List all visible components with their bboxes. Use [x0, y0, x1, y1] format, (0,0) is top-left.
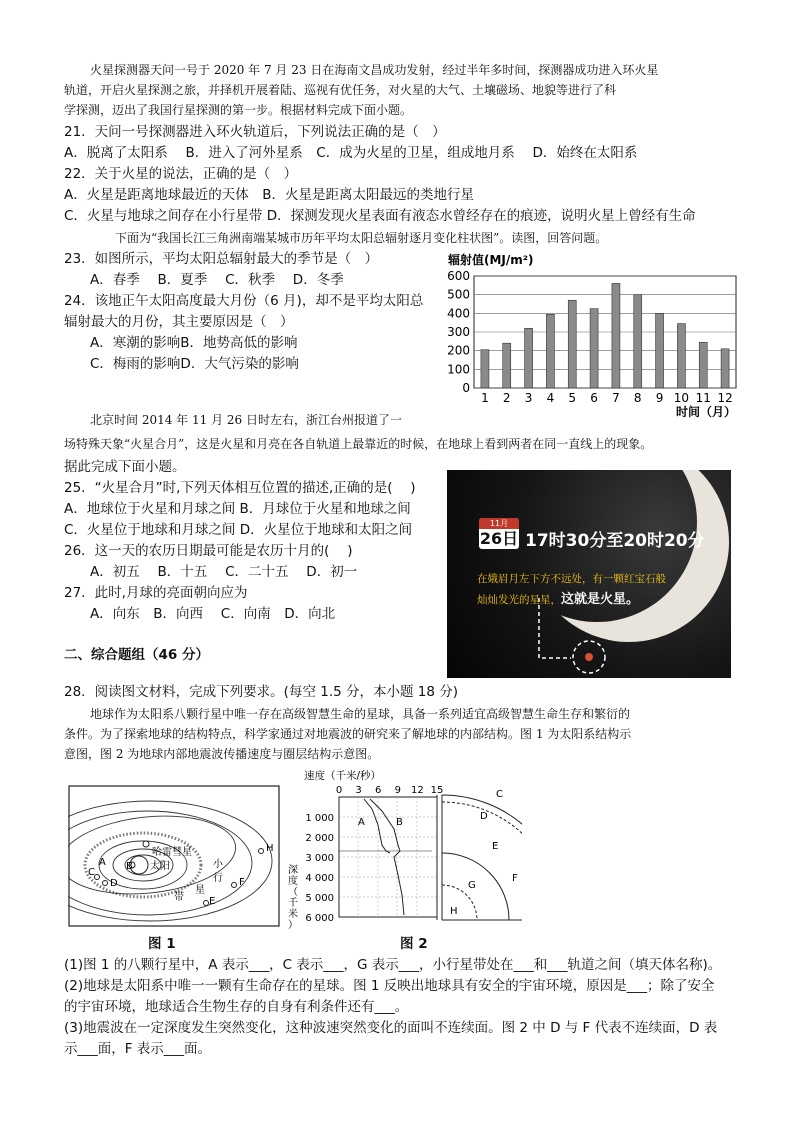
- chart-xtick-label: 9: [655, 391, 664, 405]
- date-badge: [479, 518, 519, 549]
- chart-bar: [721, 349, 729, 388]
- q28-sub-2b: 的宇宙环境，地球适合生物生存的自身有利条件还有___。: [64, 999, 409, 1015]
- intro3-line1: 北京时间 2014 年 11 月 26 日时左右，浙江台州报道了一: [90, 413, 402, 427]
- sun-label: 太阳: [150, 861, 170, 872]
- chart-bar: [525, 328, 533, 388]
- fig2-label-C: C: [496, 789, 503, 800]
- chart-xtick-label: 10: [673, 391, 690, 405]
- comet-label: 哈雷彗星: [152, 847, 192, 858]
- q28-sub-3b: 示___面，F 表示___面。: [64, 1041, 212, 1057]
- q28-sub-3a: (3)地震波在一定深度发生突然变化，这种波速突然变化的面叫不连续面。图 2 中 D 与 F 代表不连续面，D 表: [64, 1020, 718, 1036]
- belt-label-3: 星: [195, 885, 205, 896]
- q28-para-2: 条件。为了探索地球的结构特点，科学家通过对地震波的研究来了解地球的内部结构。图 1 为太阳系结构示: [64, 727, 632, 741]
- chart-xtick-label: 4: [546, 391, 555, 405]
- depth-axis-label-char: （: [288, 887, 298, 898]
- q22-options-1: A．火星是距离地球最近的天体 B．火星是距离太阳最远的类地行星: [64, 187, 474, 203]
- depth-axis-label-char: ）: [288, 920, 298, 931]
- speed-tick-label: 6: [375, 785, 382, 796]
- photo-caption-2b: 这就是火星。: [561, 592, 640, 607]
- chart-bar: [656, 313, 664, 388]
- fig1-label-A: A: [99, 857, 106, 868]
- chart-xtick-label: 8: [633, 391, 642, 405]
- depth-axis-label-char: 深: [288, 865, 298, 876]
- radiation-bar-chart: [440, 248, 740, 420]
- photo-caption-2a: 灿灿发光的星星，: [477, 594, 561, 606]
- figure-1-solar-system: [68, 785, 280, 930]
- depth-axis-label-char: 度: [288, 876, 298, 887]
- speed-tick-label: 15: [430, 785, 444, 796]
- fig2-label-H: H: [450, 906, 458, 917]
- q24-stem-2: 辐射最大的月份，其主要原因是（ ）: [64, 314, 294, 330]
- time-range: 17时30分至20时20分: [525, 531, 705, 551]
- chart-ylabel: 辐射值(MJ/m²): [448, 253, 534, 267]
- figure-2-caption: 图 2: [400, 936, 428, 952]
- mars-moon-photo: [447, 470, 731, 678]
- chart-bar: [590, 309, 598, 388]
- intro3-line3: 据此完成下面小题。: [64, 459, 186, 475]
- intro1-line1: 火星探测器天问一号于 2020 年 7 月 23 日在海南文昌成功发射，经过半年多时间，探测器成功进入环火星: [90, 63, 659, 77]
- q28-sub-1: (1)图 1 的八颗行星中，A 表示___，C 表示___，G 表示___，小行星带处在___和___轨道之间（填天体名称)。: [64, 957, 722, 973]
- depth-axis-label-char: 千: [288, 898, 298, 909]
- chart-bar: [546, 314, 554, 388]
- speed-tick-label: 9: [394, 785, 401, 796]
- fig1-label-H: H: [266, 843, 274, 854]
- q21-stem: 21．天问一号探测器进入环火轨道后，下列说法正确的是（ ）: [64, 124, 446, 140]
- intro2: 下面为“我国长江三角洲南端某城市历年平均太阳总辐射逐月变化柱状图”。读图，回答问题。: [115, 231, 608, 245]
- chart-xtick-label: 5: [568, 391, 577, 405]
- q22-stem: 22．关于火星的说法，正确的是（ ）: [64, 166, 298, 182]
- q23-stem: 23．如图所示，平均太阳总辐射最大的季节是（ ）: [64, 251, 379, 267]
- fig1-label-E: E: [209, 896, 216, 907]
- chart-bar: [699, 342, 707, 388]
- intro3-line2: 场特殊天象“火星合月”，这是火星和月亮在各自轨道上最靠近的时候，在地球上看到两者在同一直线上的现象。: [64, 437, 653, 451]
- fig2-label-A: A: [358, 817, 365, 828]
- q28-sub-2a: (2)地球是太阳系中唯一一颗有生命存在的星球。图 1 反映出地球具有安全的宇宙环境，原因是___；除了安全: [64, 978, 715, 994]
- q24-options-2: C．梅雨的影响D．大气污染的影响: [90, 356, 299, 372]
- chart-bar: [503, 343, 511, 388]
- mars-dot-icon: [585, 653, 593, 661]
- chart-bar: [481, 350, 489, 388]
- fig2-label-E: E: [492, 841, 499, 852]
- fig2-label-D: D: [480, 811, 488, 822]
- chart-bar: [612, 283, 620, 388]
- chart-xtick-label: 12: [717, 391, 733, 405]
- speed-tick-label: 0: [335, 785, 343, 796]
- fig2-label-F: F: [512, 873, 518, 884]
- chart-ytick-label: 0: [462, 381, 470, 395]
- chart-bar: [568, 300, 576, 388]
- chart-xtick-label: 6: [590, 391, 598, 405]
- speed-tick-label: 3: [355, 785, 362, 796]
- belt-label-1: 小: [213, 859, 223, 870]
- q28-para-1: 地球作为太阳系八颗行星中唯一存在高级智慧生命的星球，具备一系列适宜高级智慧生命生存和繁衍的: [90, 707, 631, 721]
- chart-xlabel: 时间（月）: [676, 405, 737, 419]
- q26-options: A．初五 B．十五 C．二十五 D．初一: [90, 564, 358, 580]
- q22-options-2: C．火星与地球之间存在小行星带 D．探测发现火星表面有液态水曾经存在的痕迹，说明火星上曾经有生命: [64, 208, 696, 224]
- belt-label-2: 行: [213, 873, 223, 884]
- badge-day: 26日: [479, 529, 519, 548]
- fig1-label-D: D: [110, 878, 118, 889]
- speed-axis-label: 速度（千米/秒）: [304, 770, 382, 782]
- badge-month: 11月: [479, 518, 519, 529]
- q27-stem: 27．此时,月球的亮面朝向应为: [64, 585, 248, 601]
- q23-options: A．春季 B．夏季 C．秋季 D．冬季: [90, 272, 344, 288]
- q27-options: A．向东 B．向西 C．向南 D．向北: [90, 606, 336, 622]
- speed-tick-label: 12: [411, 785, 424, 796]
- figure-1-caption: 图 1: [148, 936, 176, 952]
- depth-axis-label-char: 米: [288, 909, 298, 920]
- depth-tick-label: 6 000: [305, 913, 334, 924]
- fig2-label-B: B: [396, 817, 403, 828]
- chart-ytick-label: 100: [447, 362, 470, 377]
- chart-ytick-label: 500: [447, 287, 470, 302]
- chart-ytick-label: 400: [447, 306, 470, 321]
- fig1-label-F: F: [239, 877, 245, 888]
- q28-para-3: 意图，图 2 为地球内部地震波传播速度与圈层结构示意图。: [64, 747, 380, 761]
- fig1-label-B: B: [126, 861, 133, 872]
- depth-tick-label: 2 000: [305, 833, 334, 844]
- intro1-line3: 学探测，迈出了我国行星探测的第一步。根据材料完成下面小题。: [64, 103, 413, 117]
- chart-bar: [677, 324, 685, 388]
- q26-stem: 26．这一天的农历日期最可能是农历十月的( ): [64, 543, 353, 559]
- depth-tick-label: 4 000: [305, 873, 334, 884]
- fig2-label-G: G: [468, 880, 476, 891]
- q24-stem-1: 24．该地正午太阳高度最大月份（6 月)，却不是平均太阳总: [64, 293, 424, 309]
- figure-2-seismic: [282, 765, 522, 935]
- chart-ytick-label: 300: [447, 325, 470, 339]
- chart-xtick-label: 11: [695, 391, 711, 405]
- chart-xtick-label: 1: [481, 391, 489, 405]
- belt-label-4: 带: [174, 892, 184, 903]
- q28-stem: 28．阅读图文材料，完成下列要求。(每空 1.5 分，本小题 18 分): [64, 684, 459, 700]
- photo-caption-1: 在娥眉月左下方不远处，有一颗红宝石般: [477, 573, 666, 585]
- q25-options-2: C．火星位于地球和月球之间 D．火星位于地球和太阳之间: [64, 522, 413, 538]
- photo-caption-2: [477, 588, 639, 607]
- intro1-line2: 轨道，开启火星探测之旅，并择机开展着陆、巡视有优任务，对火星的大气、土壤磁场、地貌等进行了科: [64, 83, 617, 97]
- depth-tick-label: 3 000: [305, 853, 334, 864]
- chart-xtick-label: 7: [612, 391, 620, 405]
- chart-ytick-label: 200: [447, 343, 470, 358]
- section-2-title: 二、综合题组（46 分）: [64, 647, 209, 663]
- q24-options-1: A．寒潮的影响B．地势高低的影响: [90, 335, 298, 351]
- depth-tick-label: 1 000: [305, 813, 334, 824]
- chart-xtick-label: 3: [524, 391, 533, 405]
- q25-options-1: A．地球位于火星和月球之间 B．月球位于火星和地球之间: [64, 501, 411, 517]
- depth-tick-label: 5 000: [305, 893, 334, 904]
- q21-options: A．脱离了太阳系 B．进入了河外星系 C．成为火星的卫星，组成地月系 D．始终在太阳系: [64, 145, 638, 161]
- fig1-label-C: C: [88, 867, 95, 878]
- chart-ytick-label: 600: [447, 269, 470, 283]
- chart-bar: [634, 295, 642, 388]
- chart-xtick-label: 2: [502, 391, 511, 405]
- q25-stem: 25．“火星合月”时,下列天体相互位置的描述,正确的是( ): [64, 480, 416, 496]
